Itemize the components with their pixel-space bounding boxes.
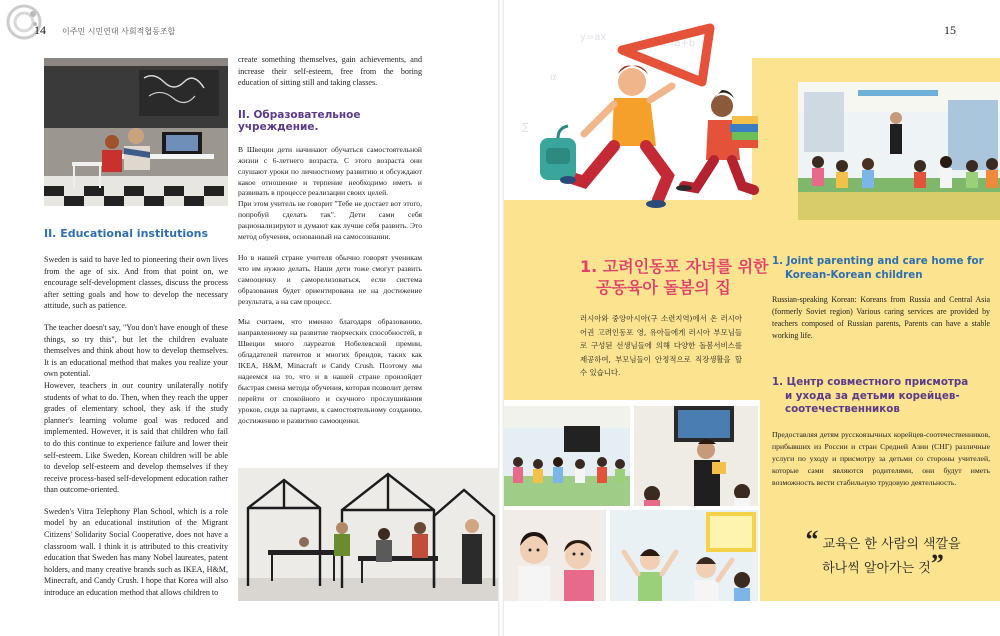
heading-line: соотечественников: [785, 403, 900, 415]
heading-center-ru: [772, 376, 990, 417]
quote-line1: 교육은 한 사람의 색깔을: [822, 537, 961, 552]
title-ko: [580, 256, 768, 298]
paragraph: В Швеции дети начинают обучаться самостоятельной жизни с 6-летнего возраста. С этого возраста они слушают уроки по личностному развитию и обсуждают какое отношение и терпение необходимо иметь и развивать в процессе реализации своих целей.: [238, 144, 422, 198]
paragraph: Мы считаем, что именно благодаря образованию, направленному на развитие творческих способностей, в Швеции много лауреатов Нобелевской премии, обладателей патентов и многих брендов, таких как IKEA, H&M, Minacraft и Candy Crush. Поэтому мы надеемся на то, что и в нашей стране произойдет быстрая смена метода обучения, которая позволит детям перейти от спокойного и скучного прослушивания уроков, сидя за партами, к самостоятельному созданию, достижению и развитию самооценки.: [238, 317, 422, 425]
quote-line2: 하나씩 알아가는 것: [822, 561, 931, 576]
paragraph: create something themselves, gain achievements, and increase their self-esteem, free from the boring education of sitting still and taking classes.: [238, 55, 422, 88]
svg-text:y=ax: y=ax: [580, 32, 607, 43]
running-head: 이주민 시민연대 사회적협동조합: [62, 27, 176, 36]
left-column-2: [238, 54, 422, 437]
heading-line: 1. Центр совместного присмотра: [772, 376, 969, 388]
quote-close-mark: ”: [930, 549, 944, 578]
left-column-1: [44, 227, 228, 609]
heading-line: и ухода за детьми корейцев-: [785, 389, 960, 402]
open-space-photo: [238, 468, 500, 601]
kindergarten-photo-top: [798, 82, 1000, 220]
pull-quote: [770, 525, 996, 578]
body-ko: 러시아와 중앙아시아(구 소련지역)에서 온 러시아어권 고려인동포 영, 유아들에게 러시아 부모님들로 구성된 선생님들에 의해 다양한 돌봄서비스를 제공하여, 부모님들이 안정적으로 직장생활을 할 수 있습니다.: [580, 314, 742, 378]
body-ru: Предоставляя детям русскоязычных корейцев-соотечественников, прибывших из России и стран Средней Азии (СНГ) различные услуги по уходу и присмотру за детьми со стороны учителей, которые сами являются родителями, они будут иметь возможность вести стабильную трудовую деятельность.: [772, 429, 990, 487]
title-ko-line1: 1. 고려인동포 자녀를 위한: [580, 257, 769, 276]
svg-text:x=a+b: x=a+b: [660, 38, 696, 49]
kindergarten-photo-3: [504, 510, 606, 601]
svg-text:α: α: [550, 72, 557, 83]
right-en-section: [772, 254, 990, 342]
right-ru-section: [772, 376, 990, 489]
heading-educational-ru: II. Образовательное учреждение.: [238, 108, 361, 133]
quote-open-mark: “: [805, 525, 819, 554]
page-number-left: 14: [34, 23, 46, 37]
heading-joint-parenting: [772, 254, 990, 282]
paragraph: Sweden is said to have led to pioneering their own lives from the age of six. And from that point on, we encourage self-development classes, discuss the process after setting goals and how to develop the necessary attitude, such as patience.: [44, 255, 228, 311]
paragraph: However, teachers in our country unilaterally notify students of what to do. Then, when they reach the upper grades of elementary school, they ask if the study planner's learning volume goal was reduced and implemented. However, it is said that children who fail to do this continue to experience failure and lower their self-esteem. Like Sweden, Korean children will be able to develop self-esteem and develop themselves if they receive process-based self-development education rather than outcome-oriented.: [44, 380, 228, 495]
paragraph: При этом учитель не говорит "Тебе не достает вот этого, попробуй сделать так". Дети сами себя рационализируют и думают как лучше себя развить. Это метод обучения, основанный на самосознании.: [238, 199, 422, 242]
svg-text:∑: ∑: [522, 122, 529, 133]
paragraph: Но в нашей стране учителя обычно говорят ученикам что им нужно делать. Наши дети тоже смогут развить самооценку и саморелизоваться, если система образования будет ориентирована не на достижение результата, а на сам процесс.: [238, 252, 422, 306]
heading-line: 1. Joint parenting and care home for: [772, 255, 984, 267]
kindergarten-photo-4: [610, 510, 758, 601]
kindergarten-photo-1: [504, 406, 630, 506]
heading-educational-institutions: II. Educational institutions: [44, 227, 209, 240]
paragraph: The teacher doesn't say, "You don't have enough of these things, so try this", but let the children evaluate themselves and think about how to develop themselves. It is an educational method that makes you realize your own potential.: [44, 322, 228, 379]
body-en: Russian-speaking Korean: Koreans from Russia and Central Asia (formerly Soviet region) Various caring services are provided by teachers composed of Russian parents, Parents can have a stable working life.: [772, 295, 990, 340]
title-ko-line2: 공동육아 돌봄의 집: [596, 278, 731, 297]
illustration-children: [510, 20, 760, 220]
classroom-photo: [44, 58, 228, 206]
kindergarten-photo-2: [634, 406, 758, 506]
paragraph: Sweden's Vitra Telephony Plan School, which is a role model by an educational institution of the Migrant Citizens' Solidarity Social Cooperative, does not have a classroom wall. I think it is attributed to this creativity education that Sweden has many Nobel laureates, patent holders, and many creative brands such as IKEA, H&M, Minecraft, and Candy Crush. I hope that Korea will also introduce an education method that allows children to: [44, 506, 228, 598]
page-number-right: 15: [944, 23, 956, 37]
heading-line: Korean-Korean children: [785, 269, 923, 281]
